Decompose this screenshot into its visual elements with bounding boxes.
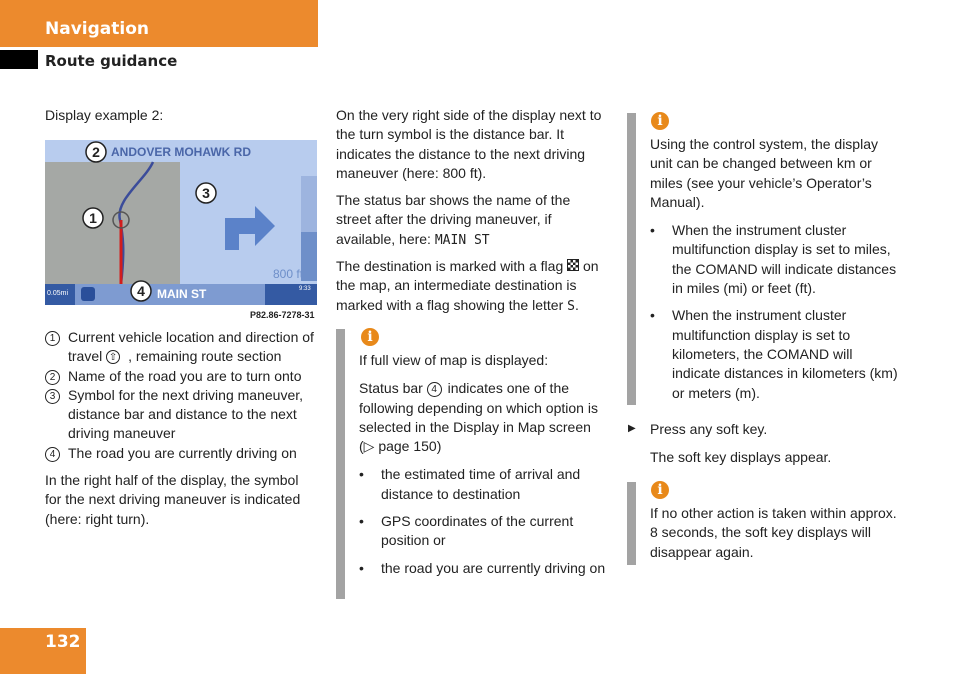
- info-bullet-list: [359, 465, 609, 577]
- legend-item: [45, 444, 317, 463]
- info-text: If full view of map is displayed:: [359, 352, 549, 368]
- legend-number: 4: [45, 447, 60, 462]
- direction-arrow-icon: ⇧: [106, 350, 120, 364]
- navigation-display-figure: [45, 140, 317, 305]
- callout-4: 4: [137, 283, 145, 299]
- time-label: 9:33: [299, 286, 311, 292]
- list-item: • When the instrument cluster multifunction display is set to miles, the COMAND will indicate distances in miles (mi) or feet (ft).: [650, 221, 902, 298]
- distance-bar-paragraph: On the very right side of the display next to the turn symbol is the distance bar. It indicates the distance to the next driving maneuver (here: 800 ft).: [336, 107, 602, 181]
- list-item: • GPS coordinates of the current position or: [359, 512, 609, 551]
- figure-code: P82.86-7278-31: [250, 310, 315, 320]
- callout-1: 1: [89, 210, 97, 226]
- legend-item: [45, 386, 317, 444]
- info-icon: i: [361, 328, 379, 346]
- status-bar-text: The status bar shows the name of the street after the driving maneuver, if available, here:: [336, 192, 571, 247]
- info-icon: i: [651, 112, 669, 130]
- info-text-b: indicates one of the following depending on which option is selected in the Display in Map screen (▷ page 150): [359, 380, 598, 455]
- page-number: 132: [45, 632, 81, 652]
- legend-text-a: Current vehicle location and direction of travel: [68, 329, 314, 365]
- info-box-timeout: If no other action is taken within approx. 8 seconds, the soft key displays will disappear again.: [650, 505, 897, 560]
- destination-text-b: on the map, an intermediate destination is marked with a flag showing the letter: [336, 258, 599, 313]
- info-bar: [336, 329, 345, 599]
- info-bar: [627, 482, 636, 565]
- list-item: • the estimated time of arrival and distance to destination: [359, 465, 609, 504]
- current-road-label: MAIN ST: [157, 287, 207, 301]
- callout-2: 2: [92, 144, 100, 160]
- legend-text: The road you are currently driving on: [68, 444, 297, 461]
- info-icon: i: [651, 481, 669, 499]
- intermediate-letter: S: [567, 298, 575, 314]
- legend-text: Symbol for the next driving maneuver, distance bar and distance to the next driving maneuver: [68, 386, 304, 442]
- info-text: Using the control system, the display unit can be changed between km or miles (see your vehicle’s Operator’s Manual).: [650, 136, 878, 210]
- legend-item: [45, 367, 317, 386]
- info-box-units: [650, 135, 902, 411]
- destination-text-c: .: [574, 296, 579, 313]
- section-title: Route guidance: [45, 52, 178, 70]
- maneuver-paragraph: In the right half of the display, the symbol for the next driving maneuver is indicated (here: right turn).: [45, 472, 301, 527]
- chapter-title: Navigation: [45, 19, 149, 39]
- destination-text-a: The destination is marked with a flag: [336, 258, 568, 274]
- status-bar-paragraph: [336, 191, 608, 250]
- scale-label: 0.05mi: [47, 290, 69, 297]
- step-instruction: Press any soft key.: [650, 421, 768, 437]
- section-marker: [0, 50, 38, 69]
- step-marker-icon: ▶: [628, 423, 636, 434]
- info-text-a: Status bar: [359, 380, 427, 397]
- status-bar-street: MAIN ST: [434, 232, 490, 248]
- next-road-label: ANDOVER MOHAWK RD: [111, 145, 251, 159]
- callout-number: 4: [427, 382, 442, 397]
- map-display-svg: [45, 140, 317, 305]
- info-text: [359, 379, 609, 456]
- list-item: • When the instrument cluster multifunction display is set to kilometers, the COMAND will indicate distances in kilometers (km) or meters (m).: [650, 306, 902, 402]
- distance-label: 800 ft: [273, 267, 304, 281]
- list-item: • the road you are currently driving on: [359, 559, 609, 578]
- legend-item: [45, 328, 317, 367]
- step-result: The soft key displays appear.: [650, 449, 832, 465]
- info-box-map: [359, 351, 609, 586]
- checkered-flag-icon: [567, 259, 579, 271]
- callout-3: 3: [202, 185, 210, 201]
- legend-number: 3: [45, 389, 60, 404]
- info-bullet-list: [650, 221, 902, 403]
- legend-number: 2: [45, 370, 60, 385]
- legend-number: 1: [45, 331, 60, 346]
- legend-list: [45, 328, 317, 463]
- legend-text: [68, 328, 317, 367]
- destination-paragraph: [336, 257, 608, 316]
- legend-text: Name of the road you are to turn onto: [68, 367, 302, 384]
- info-bar: [627, 113, 636, 405]
- figure-intro: Display example 2:: [45, 107, 164, 123]
- legend-text-b: , remaining route section: [128, 348, 282, 365]
